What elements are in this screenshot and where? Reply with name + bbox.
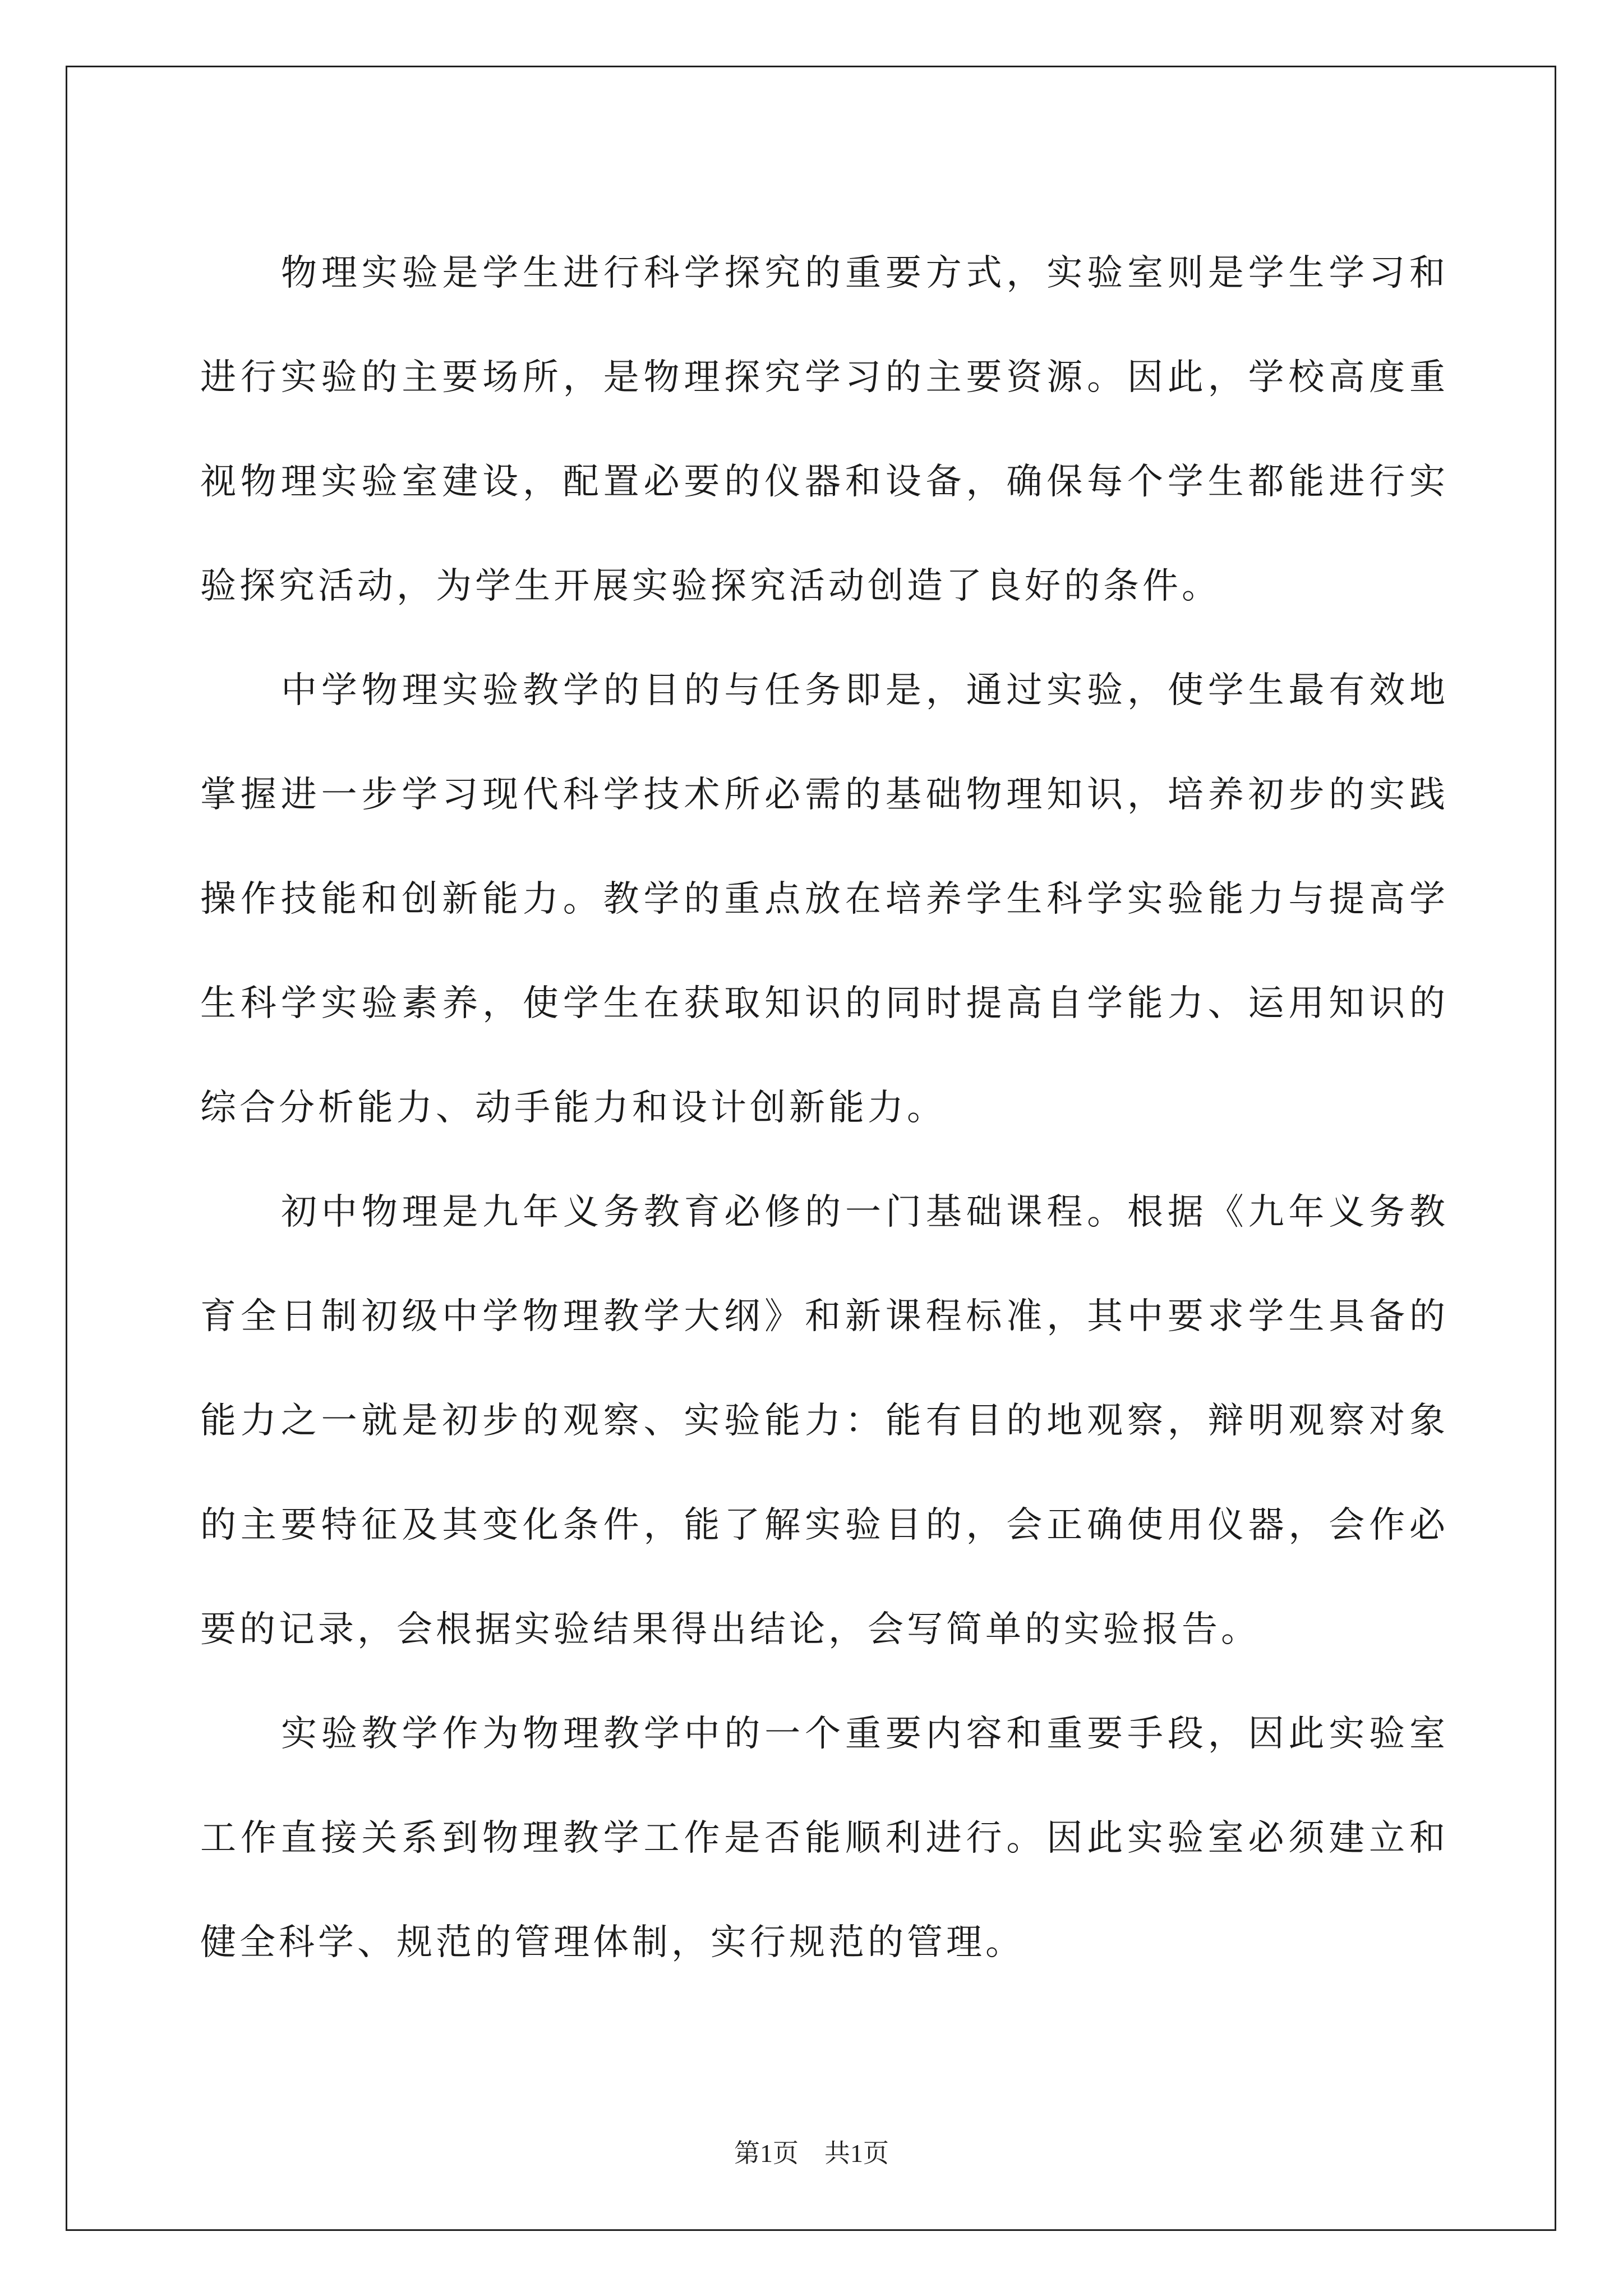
paragraph-3: 初中物理是九年义务教育必修的一门基础课程。根据《九年义务教育全日制初级中学物理教学大纲》和新课程标准，其中要求学生具备的能力之一就是初步的观察、实验能力：能有目的地观察，辩明观察对象的主要特征及其变化条件，能了解实验目的，会正确使用仪器，会作必要的记录，会根据实验结果得出结论，会写简单的实验报告。 [200,1191,1449,1650]
paragraph-4: 实验教学作为物理教学中的一个重要内容和重要手段，因此实验室工作直接关系到物理教学工作是否能顺利进行。因此实验室必须建立和健全科学、规范的管理体制，实行规范的管理。 [200,1713,1449,1963]
paragraph-1: 物理实验是学生进行科学探究的重要方式，实验室则是学生学习和进行实验的主要场所，是物理探究学习的主要资源。因此，学校高度重视物理实验室建设，配置必要的仪器和设备，确保每个学生都能进行实验探究活动，为学生开展实验探究活动创造了良好的条件。 [200,252,1449,607]
paragraph-2: 中学物理实验教学的目的与任务即是，通过实验，使学生最有效地掌握进一步学习现代科学技术所必需的基础物理知识，培养初步的实践操作技能和创新能力。教学的重点放在培养学生科学实验能力与提高学生科学实验素养，使学生在获取知识的同时提高自学能力、运用知识的综合分析能力、动手能力和设计创新能力。 [200,670,1449,1129]
page-number-footer: 第1页 共1页 [734,2139,889,2168]
document-body [200,221,1449,1995]
